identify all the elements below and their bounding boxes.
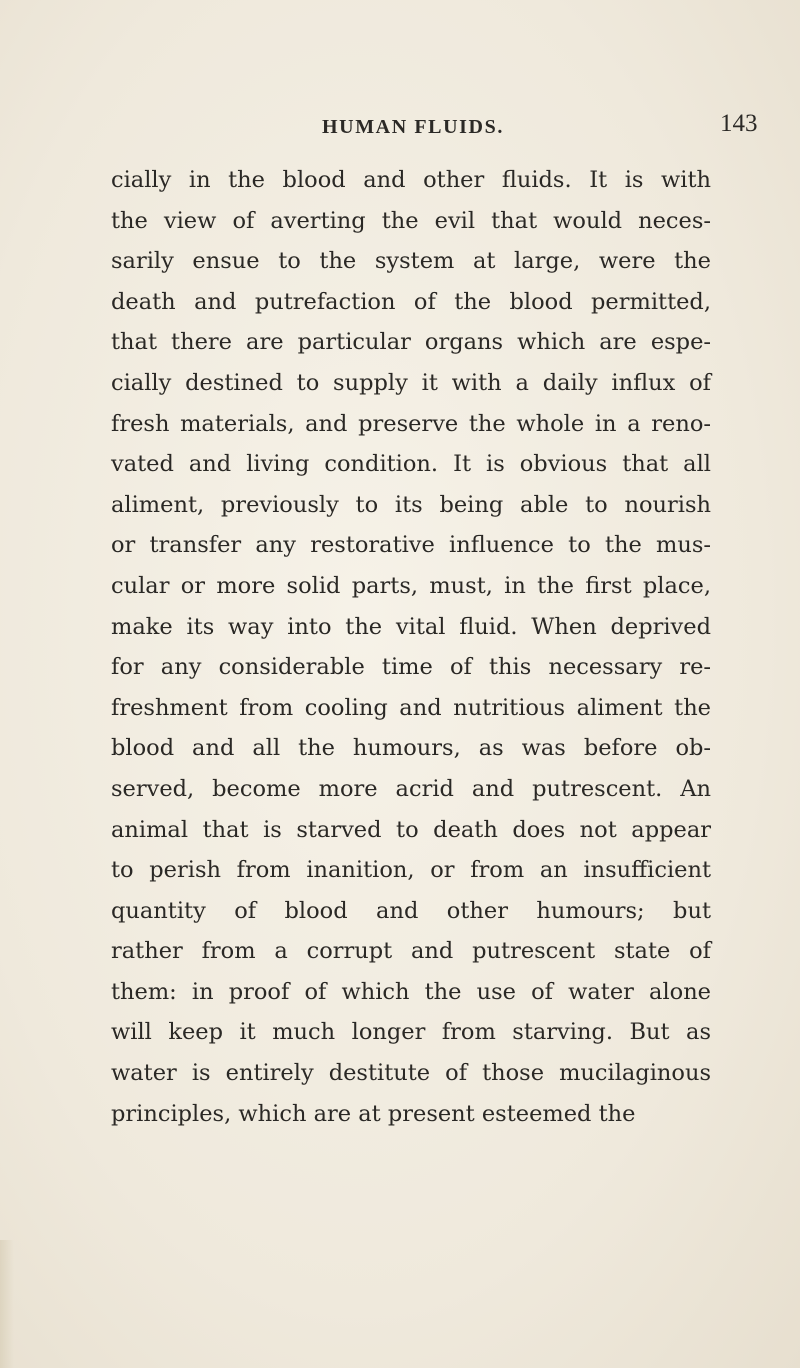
text-line: quantity of blood and other humours; but xyxy=(111,897,711,924)
text-line: blood and all the humours, as was before ob- xyxy=(111,735,711,762)
running-head: HUMAN FLUIDS. xyxy=(322,116,504,138)
page-header xyxy=(0,110,800,146)
text-line: the view of averting the evil that would neces- xyxy=(111,207,711,234)
text-line: them: in proof of which the use of water alone xyxy=(111,978,711,1005)
text-line: death and putrefaction of the blood permitted, xyxy=(111,288,711,315)
text-line: or transfer any restorative influence to the mus- xyxy=(111,532,711,559)
text-line: vated and living condition. It is obvious that all xyxy=(111,451,711,478)
text-line: served, become more acrid and putrescent. An xyxy=(111,775,711,802)
text-line: cular or more solid parts, must, in the first place, xyxy=(111,572,711,599)
text-line: for any considerable time of this necessary re- xyxy=(111,654,711,681)
text-line: to perish from inanition, or from an insufficient xyxy=(111,857,711,884)
text-line: principles, which are at present esteemed the xyxy=(111,1100,636,1127)
text-line: that there are particular organs which are espe- xyxy=(111,329,711,356)
text-line: cially destined to supply it with a daily influx of xyxy=(111,369,711,396)
text-line: cially in the blood and other fluids. It is with xyxy=(111,167,711,193)
text-line: make its way into the vital fluid. When deprived xyxy=(111,613,711,640)
text-line: fresh materials, and preserve the whole in a reno- xyxy=(111,410,711,437)
page-number: 143 xyxy=(720,110,758,137)
text-line: aliment, previously to its being able to nourish xyxy=(111,491,711,518)
body-text xyxy=(111,160,711,1134)
text-line: animal that is starved to death does not appear xyxy=(111,816,711,843)
text-line: sarily ensue to the system at large, were the xyxy=(111,248,711,275)
text-line: water is entirely destitute of those mucilaginous xyxy=(111,1060,711,1087)
text-line: freshment from cooling and nutritious aliment the xyxy=(111,694,711,721)
text-line: will keep it much longer from starving. But as xyxy=(111,1019,711,1046)
page-edge-shadow xyxy=(0,1240,14,1368)
text-line: rather from a corrupt and putrescent state of xyxy=(111,938,711,965)
